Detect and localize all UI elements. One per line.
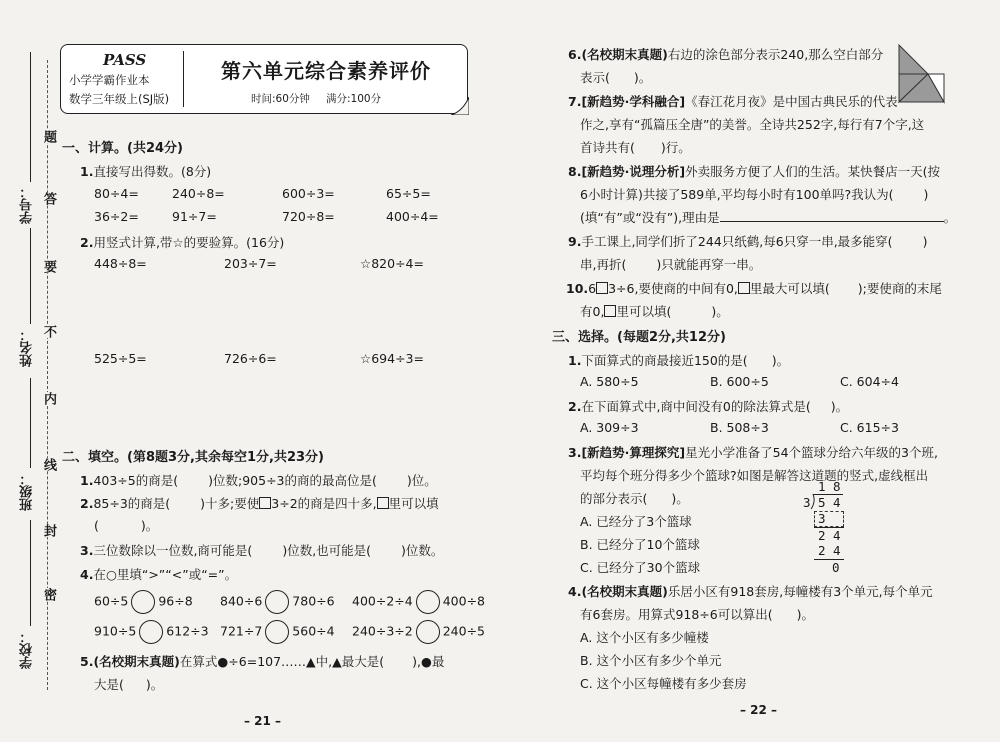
q-text: 在下面算式中,商中间没有0的除法算式是( bbox=[581, 399, 811, 414]
seal-char: 要 bbox=[41, 260, 56, 273]
s3-q4 bbox=[568, 582, 933, 600]
s2-q7 bbox=[568, 92, 898, 110]
q-text: (填“有”或“没有”),理由是 bbox=[580, 210, 720, 225]
digit-box bbox=[596, 282, 608, 294]
calc-cell: ☆820÷4= bbox=[360, 256, 424, 271]
s3-q3-cont1: 平均每个班分得多少个篮球?如图是解答这道题的竖式,虚线框出 bbox=[580, 468, 929, 483]
q-text: )只就能再穿一串。 bbox=[656, 257, 762, 272]
s2-q9 bbox=[568, 232, 927, 250]
q-num: 6. bbox=[568, 47, 582, 62]
s3-q3 bbox=[568, 443, 938, 461]
s2-q6 bbox=[568, 45, 883, 63]
seal-char: 密 bbox=[41, 588, 56, 601]
division-quotient: 1 8 bbox=[818, 479, 841, 494]
s2-q9-cont bbox=[580, 255, 761, 273]
q-text: 有0, bbox=[580, 304, 605, 319]
s2-q8-cont2 bbox=[580, 208, 956, 226]
seal-char: 封 bbox=[41, 524, 56, 537]
seal-char: 线 bbox=[41, 458, 56, 471]
compare-left: 721÷7 bbox=[220, 623, 263, 639]
q-num: 4. bbox=[568, 584, 582, 599]
q-text: 用竖式计算,带☆的要验算。(16分) bbox=[93, 235, 285, 250]
school-label: 学校： bbox=[20, 630, 35, 669]
compare-circle[interactable] bbox=[265, 620, 289, 644]
option-b[interactable]: B. 已经分了10个篮球 bbox=[580, 537, 700, 552]
compare-item bbox=[352, 620, 485, 644]
q-num: 2. bbox=[80, 496, 94, 511]
q-text: )。 bbox=[145, 677, 164, 692]
q-num: 1. bbox=[80, 473, 94, 488]
shaded-shape-figure bbox=[898, 44, 946, 104]
header-divider bbox=[183, 51, 184, 107]
q-num: 1. bbox=[568, 353, 582, 368]
calc-cell: 720÷8= bbox=[282, 209, 335, 224]
q-text: )。 bbox=[796, 607, 815, 622]
compare-circle[interactable] bbox=[416, 590, 440, 614]
option-c[interactable]: C. 这个小区每幢楼有多少套房 bbox=[580, 676, 747, 691]
student-name-line bbox=[30, 228, 31, 324]
s3-q1 bbox=[568, 351, 789, 369]
school-line bbox=[30, 520, 31, 626]
q-text: 串,再折( bbox=[580, 257, 627, 272]
s2-q10 bbox=[566, 279, 942, 297]
q-text: 里可以填( bbox=[616, 304, 672, 319]
calc-cell: ☆694÷3= bbox=[360, 351, 424, 366]
compare-item bbox=[352, 590, 485, 614]
student-id-line bbox=[30, 52, 31, 182]
s3-q2 bbox=[568, 397, 848, 415]
q-text: )行。 bbox=[660, 140, 691, 155]
compare-right: 560÷4 bbox=[292, 623, 335, 639]
s2-q7-cont2 bbox=[580, 138, 691, 156]
s2-q5 bbox=[80, 652, 444, 670]
q-num: 4. bbox=[80, 567, 94, 582]
option-a[interactable]: A. 580÷5 bbox=[580, 374, 639, 389]
q-text: 右边的涂色部分表示240,那么空白部分 bbox=[667, 47, 884, 62]
q-text: 里可以填 bbox=[388, 496, 439, 511]
page-number-right: – 22 – bbox=[740, 703, 778, 717]
compare-left: 60÷5 bbox=[94, 593, 129, 609]
q-text: )。 bbox=[671, 491, 689, 506]
q-text: 的部分表示( bbox=[580, 491, 648, 506]
q-text: 星光小学准备了54个篮球分给六年级的3个班, bbox=[685, 445, 938, 460]
q-text: 。 bbox=[943, 210, 957, 225]
s2-q2-cont bbox=[94, 516, 158, 534]
digit-box bbox=[259, 497, 271, 509]
compare-circle[interactable] bbox=[139, 620, 163, 644]
option-a[interactable]: A. 已经分了3个篮球 bbox=[580, 514, 692, 529]
q-text: 三位数除以一位数,商可能是( bbox=[93, 543, 253, 558]
q-text: 3÷6,要使商的中间有0, bbox=[608, 281, 738, 296]
q-num: 9. bbox=[568, 234, 582, 249]
reason-blank[interactable] bbox=[720, 209, 944, 222]
s2-q8 bbox=[568, 162, 940, 180]
seal-char: 不 bbox=[41, 325, 56, 338]
q-text: )。 bbox=[711, 304, 729, 319]
q-text: 大是( bbox=[94, 677, 124, 692]
s2-q5-cont bbox=[94, 675, 163, 693]
s3-q4-cont bbox=[580, 605, 814, 623]
s1-q2 bbox=[80, 233, 284, 251]
q-text: )位数。 bbox=[401, 543, 444, 558]
class-line bbox=[30, 378, 31, 468]
option-c[interactable]: C. 已经分了30个篮球 bbox=[580, 560, 701, 575]
q-text: ) bbox=[922, 234, 928, 249]
q-text: );要使商的末尾 bbox=[857, 281, 942, 296]
compare-left: 240÷3÷2 bbox=[352, 623, 413, 639]
q-text: 乐居小区有918套房,每幢楼有3个单元,每个单元 bbox=[667, 584, 933, 599]
s1-q1 bbox=[80, 162, 211, 180]
division-divisor: 3 bbox=[803, 495, 811, 510]
q-text: )十多;要使 bbox=[200, 496, 260, 511]
q-text: ),●最 bbox=[412, 654, 445, 669]
exam-time: 时间:60分钟 bbox=[251, 93, 310, 105]
q-text: 6小时计算)共接了589单,平均每小时有100单吗?我认为( bbox=[580, 187, 894, 202]
option-c[interactable]: C. 615÷3 bbox=[840, 420, 899, 435]
calc-cell: 65÷5= bbox=[386, 186, 431, 201]
calc-cell: 600÷3= bbox=[282, 186, 335, 201]
q-text: 在算式●÷6=107……▲中,▲最大是( bbox=[179, 654, 385, 669]
edition-name: 数学三年级上(SJ版) bbox=[69, 92, 170, 106]
division-step: 3 bbox=[818, 511, 826, 526]
option-a[interactable]: A. 309÷3 bbox=[580, 420, 639, 435]
series-name: 小学学霸作业本 bbox=[69, 73, 150, 87]
option-b[interactable]: B. 600÷5 bbox=[710, 374, 769, 389]
page-title: 第六单元综合素养评价 bbox=[221, 59, 431, 83]
calc-cell: 240÷8= bbox=[172, 186, 225, 201]
section-3-title: 三、选择。(每题2分,共12分) bbox=[552, 330, 726, 345]
s2-q3 bbox=[80, 541, 443, 559]
q-num: 3. bbox=[568, 445, 582, 460]
q-text: 外卖服务方便了人们的生活。某快餐店一天(按 bbox=[685, 164, 941, 179]
option-b[interactable]: B. 508÷3 bbox=[710, 420, 769, 435]
division-step: 2 4 bbox=[818, 528, 841, 543]
calc-cell: 91÷7= bbox=[172, 209, 217, 224]
option-a[interactable]: A. 这个小区有多少幢楼 bbox=[580, 630, 709, 645]
q-text: 85÷3的商是( bbox=[93, 496, 171, 511]
header-box bbox=[60, 44, 468, 114]
compare-item bbox=[94, 590, 193, 614]
student-id-label: 学号： bbox=[20, 185, 35, 224]
q-text: 3÷2的商是四十多, bbox=[271, 496, 377, 511]
compare-right: 96÷8 bbox=[158, 593, 193, 609]
question-tag: (名校期末真题) bbox=[581, 584, 668, 599]
compare-right: 240÷5 bbox=[442, 623, 486, 639]
s2-q10-cont bbox=[580, 302, 729, 320]
q-text: 403÷5的商是( bbox=[93, 473, 179, 488]
q-text: )位数,也可能是( bbox=[282, 543, 372, 558]
division-bracket-icon bbox=[810, 494, 816, 510]
q-text: 表示( bbox=[580, 70, 610, 85]
s2-q7-cont1: 作之,享有“孤篇压全唐”的美誉。全诗共252字,每行有7个字,这 bbox=[580, 117, 925, 132]
compare-circle[interactable] bbox=[131, 590, 155, 614]
compare-left: 840÷6 bbox=[220, 593, 263, 609]
section-1-title: 一、计算。(共24分) bbox=[62, 141, 183, 156]
compare-circle[interactable] bbox=[416, 620, 440, 644]
q-num: 1. bbox=[80, 164, 94, 179]
calc-cell: 525÷5= bbox=[94, 351, 147, 366]
q-text: )。 bbox=[633, 70, 652, 85]
s3-q3-cont2 bbox=[580, 489, 689, 507]
s2-q6-cont bbox=[580, 68, 651, 86]
calc-cell: 36÷2= bbox=[94, 209, 139, 224]
division-remainder: 0 bbox=[832, 560, 840, 575]
seal-char: 题 bbox=[41, 130, 56, 143]
q-num: 5. bbox=[80, 654, 94, 669]
q-num: 7. bbox=[568, 94, 582, 109]
q-num: 8. bbox=[568, 164, 582, 179]
q-text: 在○里填“>”“<”或“=”。 bbox=[93, 567, 238, 582]
exam-score: 满分:100分 bbox=[326, 93, 382, 105]
q-text: 直接写出得数。(8分) bbox=[93, 164, 212, 179]
page-number-left: – 21 – bbox=[244, 714, 282, 728]
question-tag: [新趋势·学科融合] bbox=[581, 94, 686, 109]
seal-char: 内 bbox=[41, 392, 56, 405]
q-text: 有6套房。用算式918÷6可以算出( bbox=[580, 607, 773, 622]
compare-right: 780÷6 bbox=[292, 593, 335, 609]
compare-right: 612÷3 bbox=[166, 623, 209, 639]
compare-item bbox=[220, 620, 335, 644]
s2-q8-cont1 bbox=[580, 185, 928, 203]
s2-q1 bbox=[80, 471, 437, 489]
class-label: 班级： bbox=[20, 472, 35, 511]
q-text: )位。 bbox=[406, 473, 437, 488]
calc-cell: 203÷7= bbox=[224, 256, 277, 271]
s2-q4 bbox=[80, 565, 237, 583]
compare-left: 910÷5 bbox=[94, 623, 137, 639]
seal-char: 答 bbox=[41, 192, 56, 205]
q-text: 6 bbox=[588, 281, 597, 296]
calc-cell: 726÷6= bbox=[224, 351, 277, 366]
q-num: 2. bbox=[80, 235, 94, 250]
digit-box bbox=[738, 282, 750, 294]
q-num: 10. bbox=[566, 281, 589, 296]
compare-item bbox=[220, 590, 335, 614]
digit-box bbox=[377, 497, 389, 509]
division-step: 2 4 bbox=[818, 543, 841, 558]
q-text: 手工课上,同学们折了244只纸鹤,每6只穿一串,最多能穿( bbox=[581, 234, 893, 249]
q-num: 2. bbox=[568, 399, 582, 414]
q-text: 首诗共有( bbox=[580, 140, 635, 155]
compare-right: 400÷8 bbox=[442, 593, 486, 609]
option-c[interactable]: C. 604÷4 bbox=[840, 374, 899, 389]
q-num: 3. bbox=[80, 543, 94, 558]
digit-box bbox=[604, 305, 616, 317]
q-text: )。 bbox=[830, 399, 849, 414]
q-text: 下面算式的商最接近150的是( bbox=[581, 353, 748, 368]
q-text: ( bbox=[94, 518, 99, 533]
compare-left: 400÷2÷4 bbox=[352, 593, 413, 609]
question-tag: [新趋势·说理分析] bbox=[581, 164, 686, 179]
option-b[interactable]: B. 这个小区有多少个单元 bbox=[580, 653, 722, 668]
student-name-label: 姓名： bbox=[20, 328, 35, 367]
calc-cell: 400÷4= bbox=[386, 209, 439, 224]
s2-q2 bbox=[80, 494, 439, 512]
page-curl-icon bbox=[451, 97, 469, 115]
q-text: 《春江花月夜》是中国古典民乐的代表 bbox=[685, 94, 898, 109]
q-text: ) bbox=[923, 187, 929, 202]
calc-cell: 448÷8= bbox=[94, 256, 147, 271]
q-text: )。 bbox=[771, 353, 790, 368]
question-tag: [新趋势·算理探究] bbox=[581, 445, 686, 460]
section-2-title: 二、填空。(第8题3分,其余每空1分,共23分) bbox=[62, 450, 324, 465]
pass-logo: PASS bbox=[103, 51, 147, 69]
q-text: 里最大可以填( bbox=[749, 281, 830, 296]
compare-circle[interactable] bbox=[265, 590, 289, 614]
division-dividend: 5 4 bbox=[818, 495, 841, 510]
question-tag: (名校期末真题) bbox=[581, 47, 668, 62]
q-text: )位数;905÷3的商的最高位是( bbox=[208, 473, 377, 488]
question-tag: (名校期末真题) bbox=[93, 654, 180, 669]
calc-cell: 80÷4= bbox=[94, 186, 139, 201]
compare-item bbox=[94, 620, 209, 644]
q-text: )。 bbox=[140, 518, 159, 533]
